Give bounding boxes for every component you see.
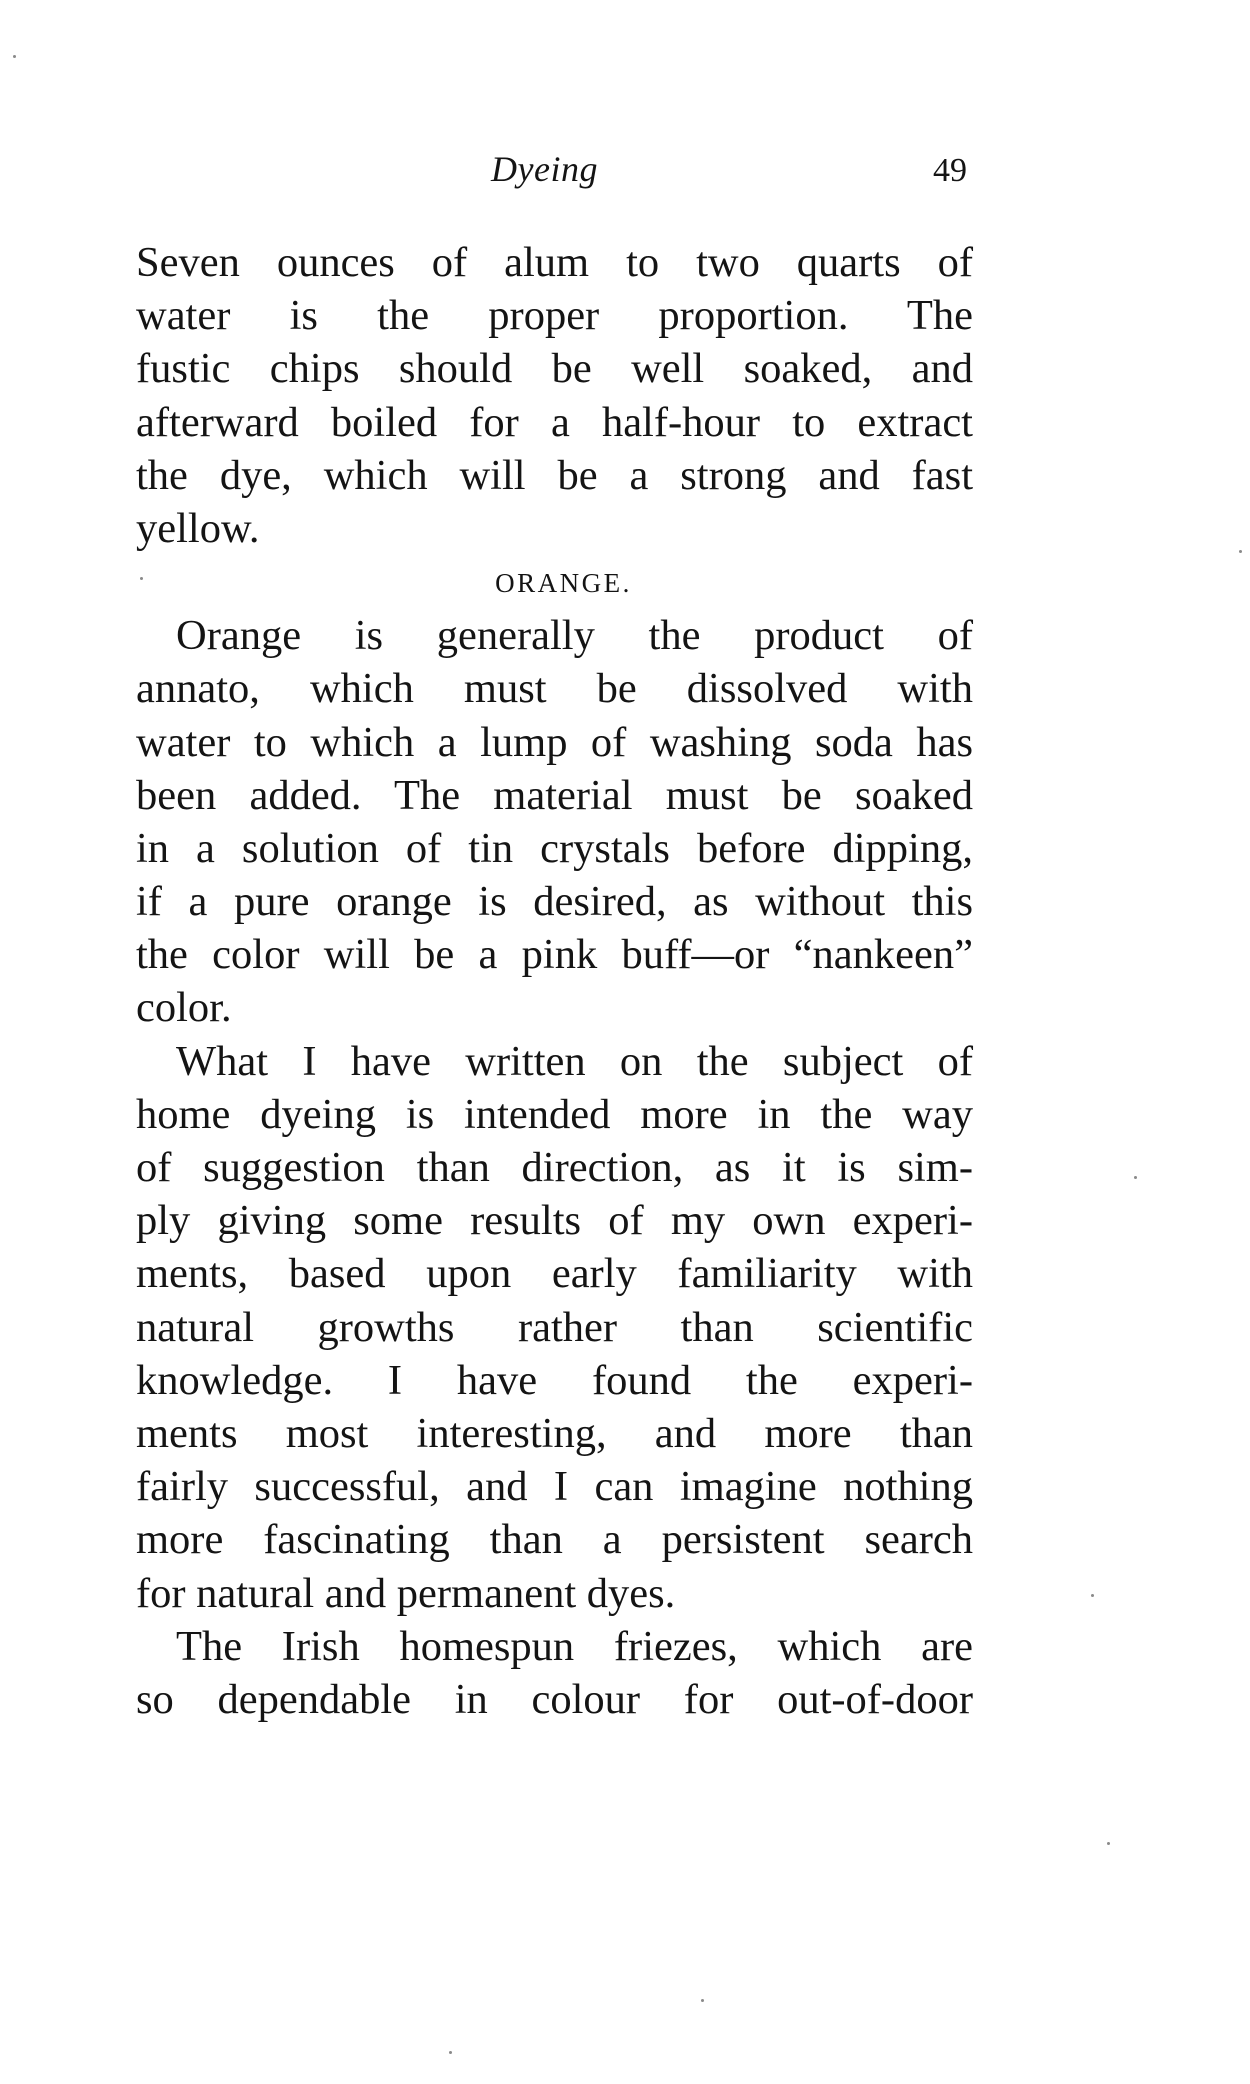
text-line: if a pure orange is desired, as without this	[136, 878, 973, 926]
text-line: afterward boiled for a half-hour to extract	[136, 398, 973, 446]
scan-speck	[1134, 1176, 1137, 1179]
scan-speck	[1107, 1842, 1110, 1845]
scan-speck	[1239, 550, 1242, 553]
text-line: been added. The material must be soaked	[136, 771, 973, 819]
text-line: for natural and permanent dyes.	[136, 1569, 676, 1617]
text-line: water is the proper proportion. The	[136, 292, 973, 340]
text-line: of suggestion than direction, as it is sim-	[136, 1144, 973, 1191]
scan-speck	[449, 2051, 452, 2054]
text-line: home dyeing is intended more in the way	[136, 1090, 973, 1138]
text-line: ments most interesting, and more than	[136, 1409, 973, 1457]
text-line: yellow.	[136, 504, 260, 552]
text-line: color.	[136, 984, 232, 1032]
text-line: so dependable in colour for out-of-door	[136, 1675, 973, 1723]
scan-speck	[140, 577, 143, 580]
running-title: Dyeing	[491, 149, 598, 189]
text-line: ply giving some results of my own experi-	[136, 1197, 973, 1245]
text-line: What I have written on the subject of	[176, 1037, 973, 1085]
text-line: annato, which must be dissolved with	[136, 665, 973, 713]
text-line: The Irish homespun friezes, which are	[176, 1622, 973, 1670]
text-line: in a solution of tin crystals before dipping,	[136, 824, 973, 872]
text-line: fustic chips should be well soaked, and	[136, 345, 973, 393]
page-number: 49	[933, 152, 967, 189]
text-line: Orange is generally the product of	[176, 612, 973, 660]
scan-speck	[701, 1999, 704, 2002]
scan-speck	[13, 55, 16, 58]
scan-speck	[1091, 1594, 1094, 1597]
text-line: the dye, which will be a strong and fast	[136, 451, 973, 499]
text-line: natural growths rather than scientific	[136, 1303, 973, 1351]
text-line: knowledge. I have found the experi-	[136, 1356, 973, 1404]
text-line: more fascinating than a persistent search	[136, 1516, 973, 1564]
text-line: fairly successful, and I can imagine nothing	[136, 1463, 973, 1511]
body-text	[136, 236, 973, 1726]
text-line: Seven ounces of alum to two quarts of	[136, 239, 973, 286]
running-head	[0, 148, 1250, 198]
text-line: water to which a lump of washing soda has	[136, 718, 973, 766]
text-line: the color will be a pink buff—or “nankeen”	[136, 931, 973, 979]
section-heading: ORANGE.	[495, 568, 632, 599]
text-line: ments, based upon early familiarity with	[136, 1250, 973, 1298]
